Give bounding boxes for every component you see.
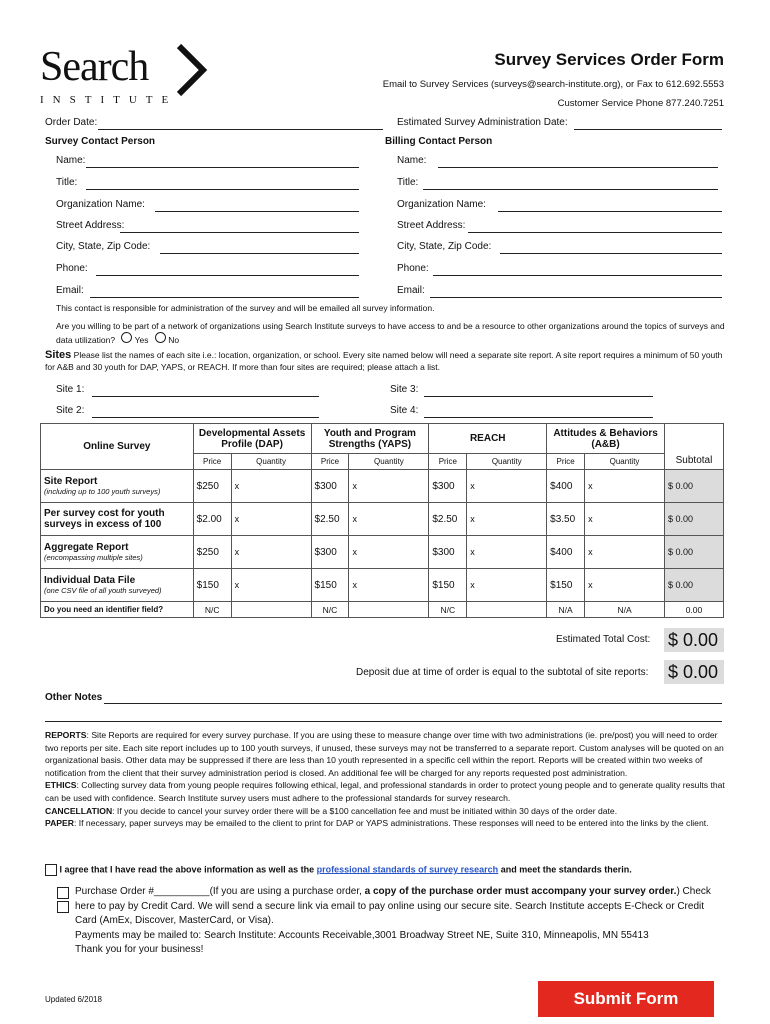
price-col-header: Price [193,454,231,470]
no-radio[interactable] [155,332,166,343]
table-row [41,470,724,503]
billing-contact-label: Organization Name: [397,199,486,210]
other-notes-field-2[interactable] [45,721,722,722]
price-cell: $300 [429,470,467,503]
times-sign: x [352,580,357,590]
times-sign: x [588,547,593,557]
times-sign: x [352,481,357,491]
price-cell: $400 [547,536,585,569]
survey-contact-label: Street Address: [56,220,125,231]
quantity-input[interactable] [585,470,665,503]
price-cell: $3.50 [547,503,585,536]
table-row [41,602,724,618]
quantity-input[interactable] [231,503,311,536]
site-4-field[interactable] [424,417,653,418]
estimated-date-label: Estimated Survey Administration Date: [397,117,568,128]
quantity-col-header: Quantity [349,454,429,470]
survey-contact-label: Name: [56,155,86,166]
payment-text: Purchase Order #__________(If you are using a purchase order, a copy of the purchase order must accompany your survey order.) Check here to pay by Credit Card. We will send a secure link via email to pay online using our secure site. Search Institute accepts E-Check or Credit Card (AmEx, Discover, MasterCard, or Visa). Payments may be mailed to: Search Institute: Accounts Receivable,3001 Broadway Street NE, Suite 310, Minneapolis, MN 55413 Thank you for your business! [75,886,711,955]
site-3-label: Site 3: [390,384,419,395]
price-cell: $250 [193,536,231,569]
table-row [41,569,724,602]
times-sign: x [234,580,240,590]
standards-link[interactable]: professional standards of survey research [316,864,499,875]
price-col-header: Price [429,454,467,470]
row-title: Individual Data File [44,575,136,586]
price-col-header: Price [547,454,585,470]
survey-contact-label: Email: [56,285,84,296]
row-title: Per survey cost for youth surveys in excess of 100 [44,508,165,530]
updated-label: Updated 6/2018 [45,995,102,1004]
billing-contact-label: Name: [397,155,427,166]
order-date-field[interactable] [98,129,383,130]
price-cell: $2.50 [429,503,467,536]
network-question: Are you willing to be part of a network of organizations using Search Institute surveys to have access to and be a resource to other organizations around the topics of surveys and data utilization? Yes No [56,321,725,345]
quantity-input[interactable] [231,536,311,569]
quantity-col-header: Quantity [467,454,547,470]
billing-contact-field[interactable] [430,297,722,298]
row-label [41,569,194,602]
billing-contact-label: Title: [397,177,419,188]
price-cell: $400 [547,470,585,503]
price-cell: $150 [429,569,467,602]
deposit-value: $ 0.00 [664,660,724,684]
logo-subtitle: INSTITUTE [40,94,178,106]
quantity-input[interactable] [467,470,547,503]
survey-contact-field[interactable] [160,253,359,254]
price-cell: $300 [429,536,467,569]
quantity-col-header: Quantity [585,454,665,470]
quantity-input[interactable] [585,503,665,536]
quantity-input[interactable] [231,569,311,602]
price-cell: $150 [193,569,231,602]
survey-contact-label: City, State, Zip Code: [56,241,151,252]
row-label [41,536,194,569]
billing-contact-field[interactable] [468,232,722,233]
agree-checkbox[interactable] [45,864,57,876]
price-cell: $250 [193,470,231,503]
price-cell: $2.00 [193,503,231,536]
quantity-input[interactable] [467,569,547,602]
logo-wordmark: Search [40,44,149,90]
billing-contact-field[interactable] [423,189,718,190]
identifier-price-cell: N/C [311,602,349,618]
times-sign: x [234,481,240,491]
survey-contact-field[interactable] [86,167,359,168]
survey-contact-field[interactable] [86,189,359,190]
billing-contact-label: Street Address: [397,220,466,231]
survey-contact-field[interactable] [120,232,359,233]
phone-info: Customer Service Phone 877.240.7251 [557,98,724,109]
survey-contact-label: Phone: [56,263,88,274]
product-ab-header: Attitudes & Behaviors (A&B) [547,424,665,454]
times-sign: x [588,580,593,590]
times-sign: x [234,547,240,557]
survey-contact-label: Organization Name: [56,199,145,210]
yes-radio[interactable] [121,332,132,343]
page-title: Survey Services Order Form [494,50,724,69]
identifier-subtotal: 0.00 [664,602,723,618]
table-row [41,503,724,536]
quantity-input[interactable] [349,536,429,569]
site-4-label: Site 4: [390,405,419,416]
survey-contact-label: Title: [56,177,78,188]
quantity-input[interactable] [467,536,547,569]
row-subtotal: $ 0.00 [664,569,723,602]
price-cell: $150 [547,569,585,602]
billing-contact-field[interactable] [498,211,722,212]
times-sign: x [470,547,475,557]
row-subtitle: (including up to 100 youth surveys) [44,487,161,496]
row-subtitle: (encompassing multiple sites) [44,553,143,562]
contact-note: This contact is responsible for administration of the survey and will be emailed all survey information. [56,303,435,313]
identifier-price-cell: N/C [429,602,467,618]
quantity-col-header: Quantity [231,454,311,470]
survey-contact-field[interactable] [155,211,359,212]
site-1-field[interactable] [92,396,319,397]
row-subtotal: $ 0.00 [664,470,723,503]
product-yaps-header: Youth and Program Strengths (YAPS) [311,424,429,454]
quantity-input[interactable] [349,503,429,536]
quantity-input[interactable] [349,470,429,503]
quantity-input[interactable] [585,536,665,569]
quantity-input[interactable] [231,470,311,503]
credit-card-checkbox[interactable] [57,901,69,913]
price-cell: $300 [311,536,349,569]
price-cell: $150 [311,569,349,602]
price-cell: $2.50 [311,503,349,536]
identifier-quantity-cell[interactable] [467,602,547,618]
policies-text: REPORTS: Site Reports are required for every survey purchase. If you are using these to measure change over time with two administrations (ie. pre/post) you will need to order two reports per site. Each site report includes up to 100 youth surveys, if unused, these surveys may not be transferred to a separate report. Custom analyses will be quoted on an organizational basis. Other data may be suppressed if there are less than 10 youth represented in a specific cell within the report. Reports will be created within two weeks of notification from the client that their survey administration period is closed. An additional fee will be charged for any reports requested post administration. ETHICS: Collecting survey data from young people requires following ethical, legal, and professional standards in order to protect young people and to generate quality results that can be used with confidence. Search Institute survey users must adhere to the professional standards for survey research. CANCELLATION: If you decide to cancel your survey order there will be a $100 cancellation fee and must be initiated within 30 days of the order date. PAPER: If necessary, paper surveys may be emailed to the client to print for DAP or YAPS administrations. These responses will need to be entered into the links by the client. [45,730,725,829]
identifier-quantity-cell: N/A [585,602,665,618]
billing-contact-heading: Billing Contact Person [385,136,493,147]
row-title: Aggregate Report [44,542,129,553]
survey-contact-field[interactable] [90,297,359,298]
submit-button[interactable]: Submit Form [538,981,714,1017]
identifier-price-cell: N/C [193,602,231,618]
billing-contact-field[interactable] [500,253,722,254]
survey-contact-field[interactable] [96,275,359,276]
billing-contact-field[interactable] [433,275,722,276]
survey-contact-heading: Survey Contact Person [45,136,156,147]
chevron-logo-icon [175,44,209,96]
quantity-input[interactable] [467,503,547,536]
times-sign: x [588,481,593,491]
pricing-table [40,423,724,618]
row-label [41,470,194,503]
estimated-date-field[interactable] [574,129,722,130]
billing-contact-label: Email: [397,285,425,296]
identifier-price-cell: N/A [547,602,585,618]
other-notes-label: Other Notes [45,692,103,703]
email-info: Email to Survey Services (surveys@search-institute.org), or Fax to 612.692.5553 [382,79,724,90]
site-2-field[interactable] [92,417,319,418]
estimated-total-label: Estimated Total Cost: [556,634,651,645]
purchase-order-checkbox[interactable] [57,887,69,899]
times-sign: x [588,514,593,524]
identifier-question: Do you need an identifier field? [41,602,194,618]
times-sign: x [352,547,357,557]
quantity-input[interactable] [349,569,429,602]
identifier-quantity-cell[interactable] [231,602,311,618]
billing-contact-field[interactable] [438,167,718,168]
order-date-label: Order Date: [45,117,98,128]
quantity-input[interactable] [585,569,665,602]
price-cell: $300 [311,470,349,503]
price-col-header: Price [311,454,349,470]
site-1-label: Site 1: [56,384,85,395]
identifier-quantity-cell[interactable] [349,602,429,618]
site-3-field[interactable] [424,396,653,397]
row-subtotal: $ 0.00 [664,536,723,569]
row-label [41,503,194,536]
times-sign: x [470,580,475,590]
other-notes-field[interactable] [104,703,722,704]
product-reach-header: REACH [429,424,547,454]
site-2-label: Site 2: [56,405,85,416]
times-sign: x [352,514,357,524]
subtotal-header: Subtotal [664,424,723,470]
product-dap-header: Developmental Assets Profile (DAP) [193,424,311,454]
estimated-total-value: $ 0.00 [664,628,724,652]
times-sign: x [470,514,475,524]
row-title: Site Report [44,476,98,487]
deposit-label: Deposit due at time of order is equal to the subtotal of site reports: [356,667,649,678]
times-sign: x [470,481,475,491]
billing-contact-label: Phone: [397,263,429,274]
times-sign: x [234,514,240,524]
sites-instructions: Sites Please list the names of each site i.e.: location, organization, or school. Every site named below will need a separate site report. A site report requires a minimum of 50 youth for A&B and 30 youth for DAP, YAPS, or REACH. If more than four sites are required; please attach a list. [45,349,723,372]
table-row [41,536,724,569]
billing-contact-label: City, State, Zip Code: [397,241,492,252]
online-survey-header: Online Survey [41,424,194,470]
row-subtotal: $ 0.00 [664,503,723,536]
agreement-row: I agree that I have read the above information as well as the professional standards of survey research and meet the standards therin. [45,864,632,876]
row-subtitle: (one CSV file of all youth surveyed) [44,586,162,595]
